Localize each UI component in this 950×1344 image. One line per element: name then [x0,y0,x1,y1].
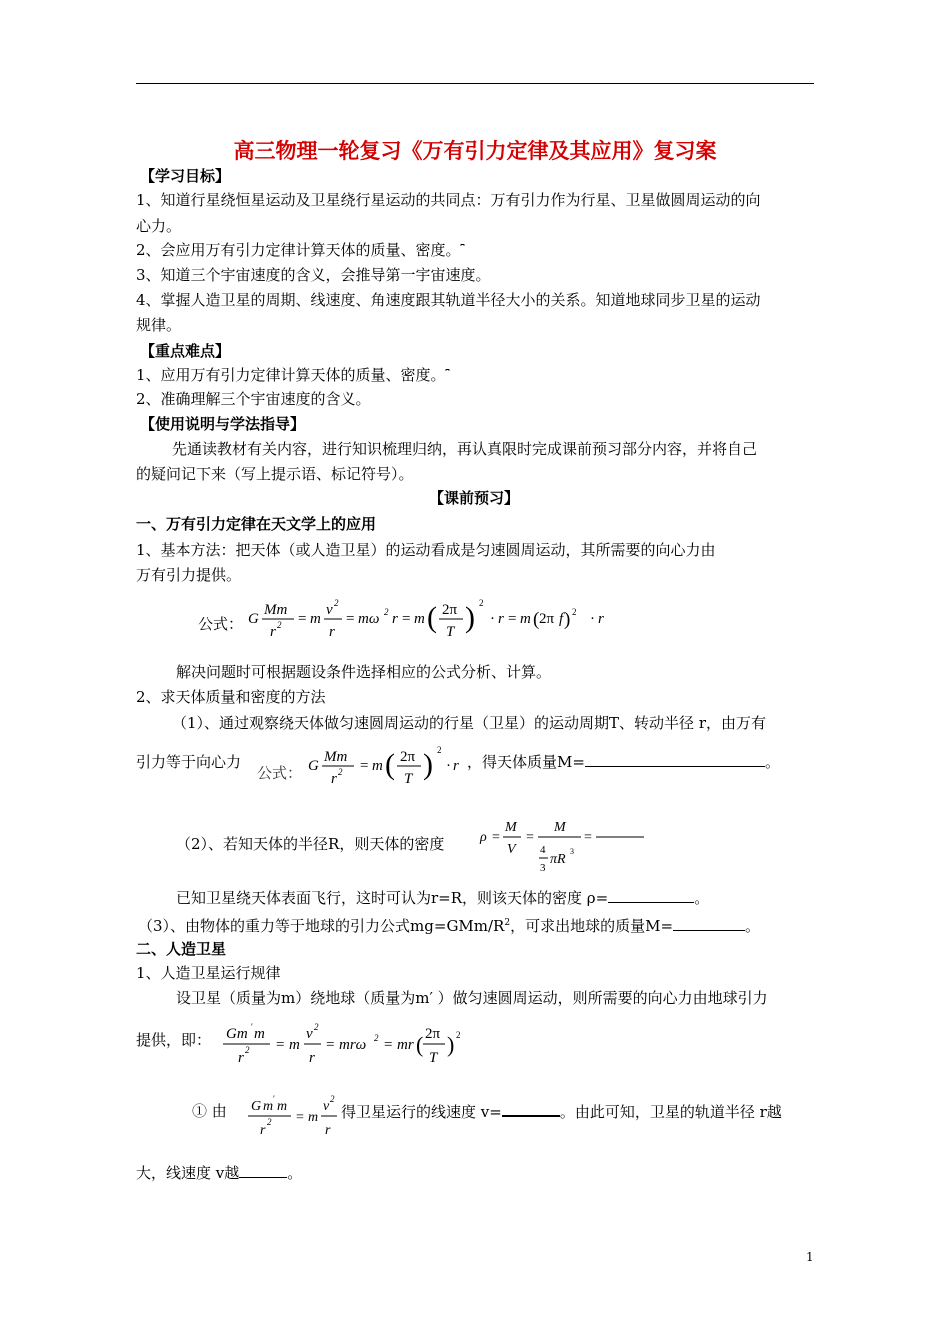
svg-text:r: r [329,624,335,640]
part2-heading: 二、人造卫星 [136,940,227,958]
svg-text:Mm: Mm [324,749,348,765]
svg-text:(: ( [416,1032,424,1057]
svg-text:2: 2 [384,607,389,617]
svg-text:2π: 2π [425,1026,441,1042]
svg-text:2: 2 [334,598,339,608]
svg-text:′: ′ [251,1022,253,1032]
svg-text:=: = [346,611,355,627]
key-line: 1、应用万有引力定律计算天体的质量、密度。⎴ [136,366,450,384]
svg-text:2: 2 [245,1045,250,1055]
basic-method-line: 万有引力提供。 [136,566,242,584]
svg-text:r: r [325,1123,331,1138]
svg-text:2: 2 [330,1094,335,1104]
svg-text:T: T [429,1050,438,1066]
svg-text:=: = [402,611,411,627]
goal-line: 4、掌握人造卫星的周期、线速度、角速度跟其轨道半径大小的关系。知道地球同步卫星的运动 [136,291,761,309]
blank-density[interactable] [608,888,694,903]
guide-heading: 【使用说明与学法指导】 [140,415,306,433]
formula-label: 公式： [257,764,303,782]
svg-text:2: 2 [374,1033,379,1043]
svg-text:Gm: Gm [226,1026,248,1042]
satellite-provide-label: 提供，即： [136,1031,212,1049]
blank-trend[interactable] [239,1163,287,1178]
solve-note: 解决问题时可根据题设条件选择相应的公式分析、计算。 [176,663,552,681]
svg-text:2: 2 [267,1117,272,1127]
svg-text:M: M [505,820,517,835]
formula-label: 公式： [198,615,244,633]
method1-line: （1）、通过观察绕天体做匀速圆周运动的行星（卫星）的运动周期T、转动半径 r，由万有 [172,714,766,732]
part1-heading: 一、万有引力定律在天文学上的应用 [136,515,377,533]
svg-text:2: 2 [479,598,484,608]
q1-conclusion-line: 大，线速度 v越 。 [136,1164,303,1182]
svg-text:m: m [520,611,531,627]
satellite-law-heading: 1、人造卫星运行规律 [136,964,281,982]
method2-line: （2）、若知天体的半径R，则天体的密度 [176,835,445,853]
edit-mark-icon: ⎴ [445,370,450,381]
mass-density-heading: 2、求天体质量和密度的方法 [136,688,326,706]
svg-text:2π: 2π [539,611,555,627]
svg-text:πR: πR [550,852,566,867]
svg-text:v: v [306,1026,313,1042]
svg-text:=: = [360,758,369,774]
goal-line: 2、会应用万有引力定律计算天体的质量、密度。⎴ [136,241,465,259]
svg-text:): ) [423,748,433,781]
svg-text:mω: mω [358,611,380,627]
svg-text:T: T [446,624,455,640]
svg-text:m: m [414,611,425,627]
method3-line: （3）、由物体的重力等于地球的引力公式$mg=GMm/R^2$，可求出地球的质量M= 。 [138,917,761,935]
svg-text:M: M [554,820,566,835]
svg-text:G: G [251,1099,262,1114]
q1-velocity-line: 得卫星运行的线速度 v= 。由此可知，卫星的轨道半径 r越 [341,1103,782,1121]
density-formula [476,812,648,878]
svg-text:2: 2 [572,607,577,617]
svg-text:=: = [296,1110,304,1125]
svg-text:=: = [298,611,307,627]
svg-text:ρ: ρ [480,830,487,845]
svg-text:): ) [564,609,571,630]
svg-text:m: m [308,1110,319,1125]
svg-text:′: ′ [273,1094,275,1104]
svg-text:Mm: Mm [264,602,288,618]
svg-text:r: r [498,611,504,627]
svg-text:G: G [308,758,319,774]
svg-text:(: ( [427,601,437,634]
svg-text:2: 2 [338,767,343,777]
svg-text:r: r [238,1050,244,1066]
svg-text:=: = [276,1037,285,1053]
mass-answer-line: ，得天体质量M= 。 [467,753,780,771]
q1-prefix: ① 由 [192,1102,227,1120]
satellite-formula [220,1018,490,1074]
velocity-formula [243,1090,339,1146]
goal-line: 规律。 [136,316,182,334]
svg-text:2: 2 [437,745,442,755]
svg-text:m: m [372,758,383,774]
svg-text:(: ( [533,609,540,630]
goal-line: 心力。 [136,217,182,235]
svg-text:r: r [331,771,337,787]
guide-line: 先通读教材有关内容，进行知识梳理归纳，再认真限时完成课前预习部分内容，并将自己 [172,440,758,458]
key-line: 2、准确理解三个宇宙速度的含义。 [136,390,371,408]
svg-text:r: r [270,624,276,640]
surface-density-line: 已知卫星绕天体表面飞行，这时可认为r=R，则该天体的密度 ρ= 。 [176,889,710,907]
svg-text:=: = [526,830,534,845]
goal-line: 3、知道三个宇宙速度的含义，会推导第一宇宙速度。 [136,266,491,284]
svg-text:m: m [254,1026,265,1042]
svg-text:=: = [584,830,592,845]
preview-heading: 【课前预习】 [429,489,520,507]
svg-text:r: r [453,758,459,774]
blank-mass[interactable] [585,752,765,767]
svg-text:(: ( [385,748,395,781]
blank-earth-mass[interactable] [673,916,745,931]
header-rule [136,83,814,84]
page-title: 高三物理一轮复习《万有引力定律及其应用》复习案 [233,138,717,163]
svg-text:m: m [277,1099,288,1114]
svg-text:=: = [492,830,500,845]
svg-text:r: r [392,611,398,627]
svg-text:V: V [507,842,516,857]
svg-text:mrω: mrω [339,1037,367,1053]
basic-method-line: 1、基本方法：把天体（或人造卫星）的运动看成是匀速圆周运动，其所需要的向心力由 [136,541,716,559]
svg-text:3: 3 [540,862,546,874]
svg-text:mr: mr [397,1037,414,1053]
svg-text:2π: 2π [400,749,416,765]
svg-text:·: · [446,758,451,774]
svg-text:): ) [465,601,475,634]
svg-text:f: f [559,611,564,627]
svg-text:m: m [289,1037,300,1053]
svg-text:=: = [508,611,517,627]
guide-line: 的疑问记下来（写上提示语、标记符号）。 [136,465,414,483]
svg-text:2: 2 [277,620,282,630]
svg-text:2: 2 [314,1022,319,1032]
key-heading: 【重点难点】 [140,342,231,360]
goals-heading: 【学习目标】 [140,167,231,185]
satellite-setup-line: 设卫星（质量为m）绕地球（质量为m′ ）做匀速圆周运动，则所需要的向心力由地球引力 [176,989,768,1007]
svg-text:2: 2 [456,1030,461,1040]
svg-text:r: r [260,1123,266,1138]
svg-text:T: T [404,771,413,787]
svg-text:): ) [447,1032,455,1057]
svg-text:=: = [326,1037,335,1053]
svg-text:r: r [598,611,604,627]
edit-mark-icon: ⎴ [460,245,465,256]
svg-text:v: v [326,602,333,618]
mass-formula [306,742,466,798]
centripetal-formula [246,594,618,652]
svg-text:·: · [590,611,595,627]
svg-text:4: 4 [540,844,546,856]
svg-text:·: · [490,611,495,627]
svg-text:r: r [309,1050,315,1066]
svg-text:2π: 2π [442,602,458,618]
method1-line2-prefix: 引力等于向心力 [136,753,242,771]
svg-text:m: m [263,1099,274,1114]
goal-line: 1、知道行星绕恒星运动及卫星绕行星运动的共同点：万有引力作为行星、卫星做圆周运动的向 [136,191,761,209]
blank-velocity[interactable] [502,1101,560,1117]
svg-text:G: G [248,611,259,627]
page-number: 1 [806,1250,814,1264]
svg-text:3: 3 [570,847,574,856]
svg-text:v: v [323,1099,330,1114]
svg-text:=: = [384,1037,393,1053]
svg-text:m: m [310,611,321,627]
